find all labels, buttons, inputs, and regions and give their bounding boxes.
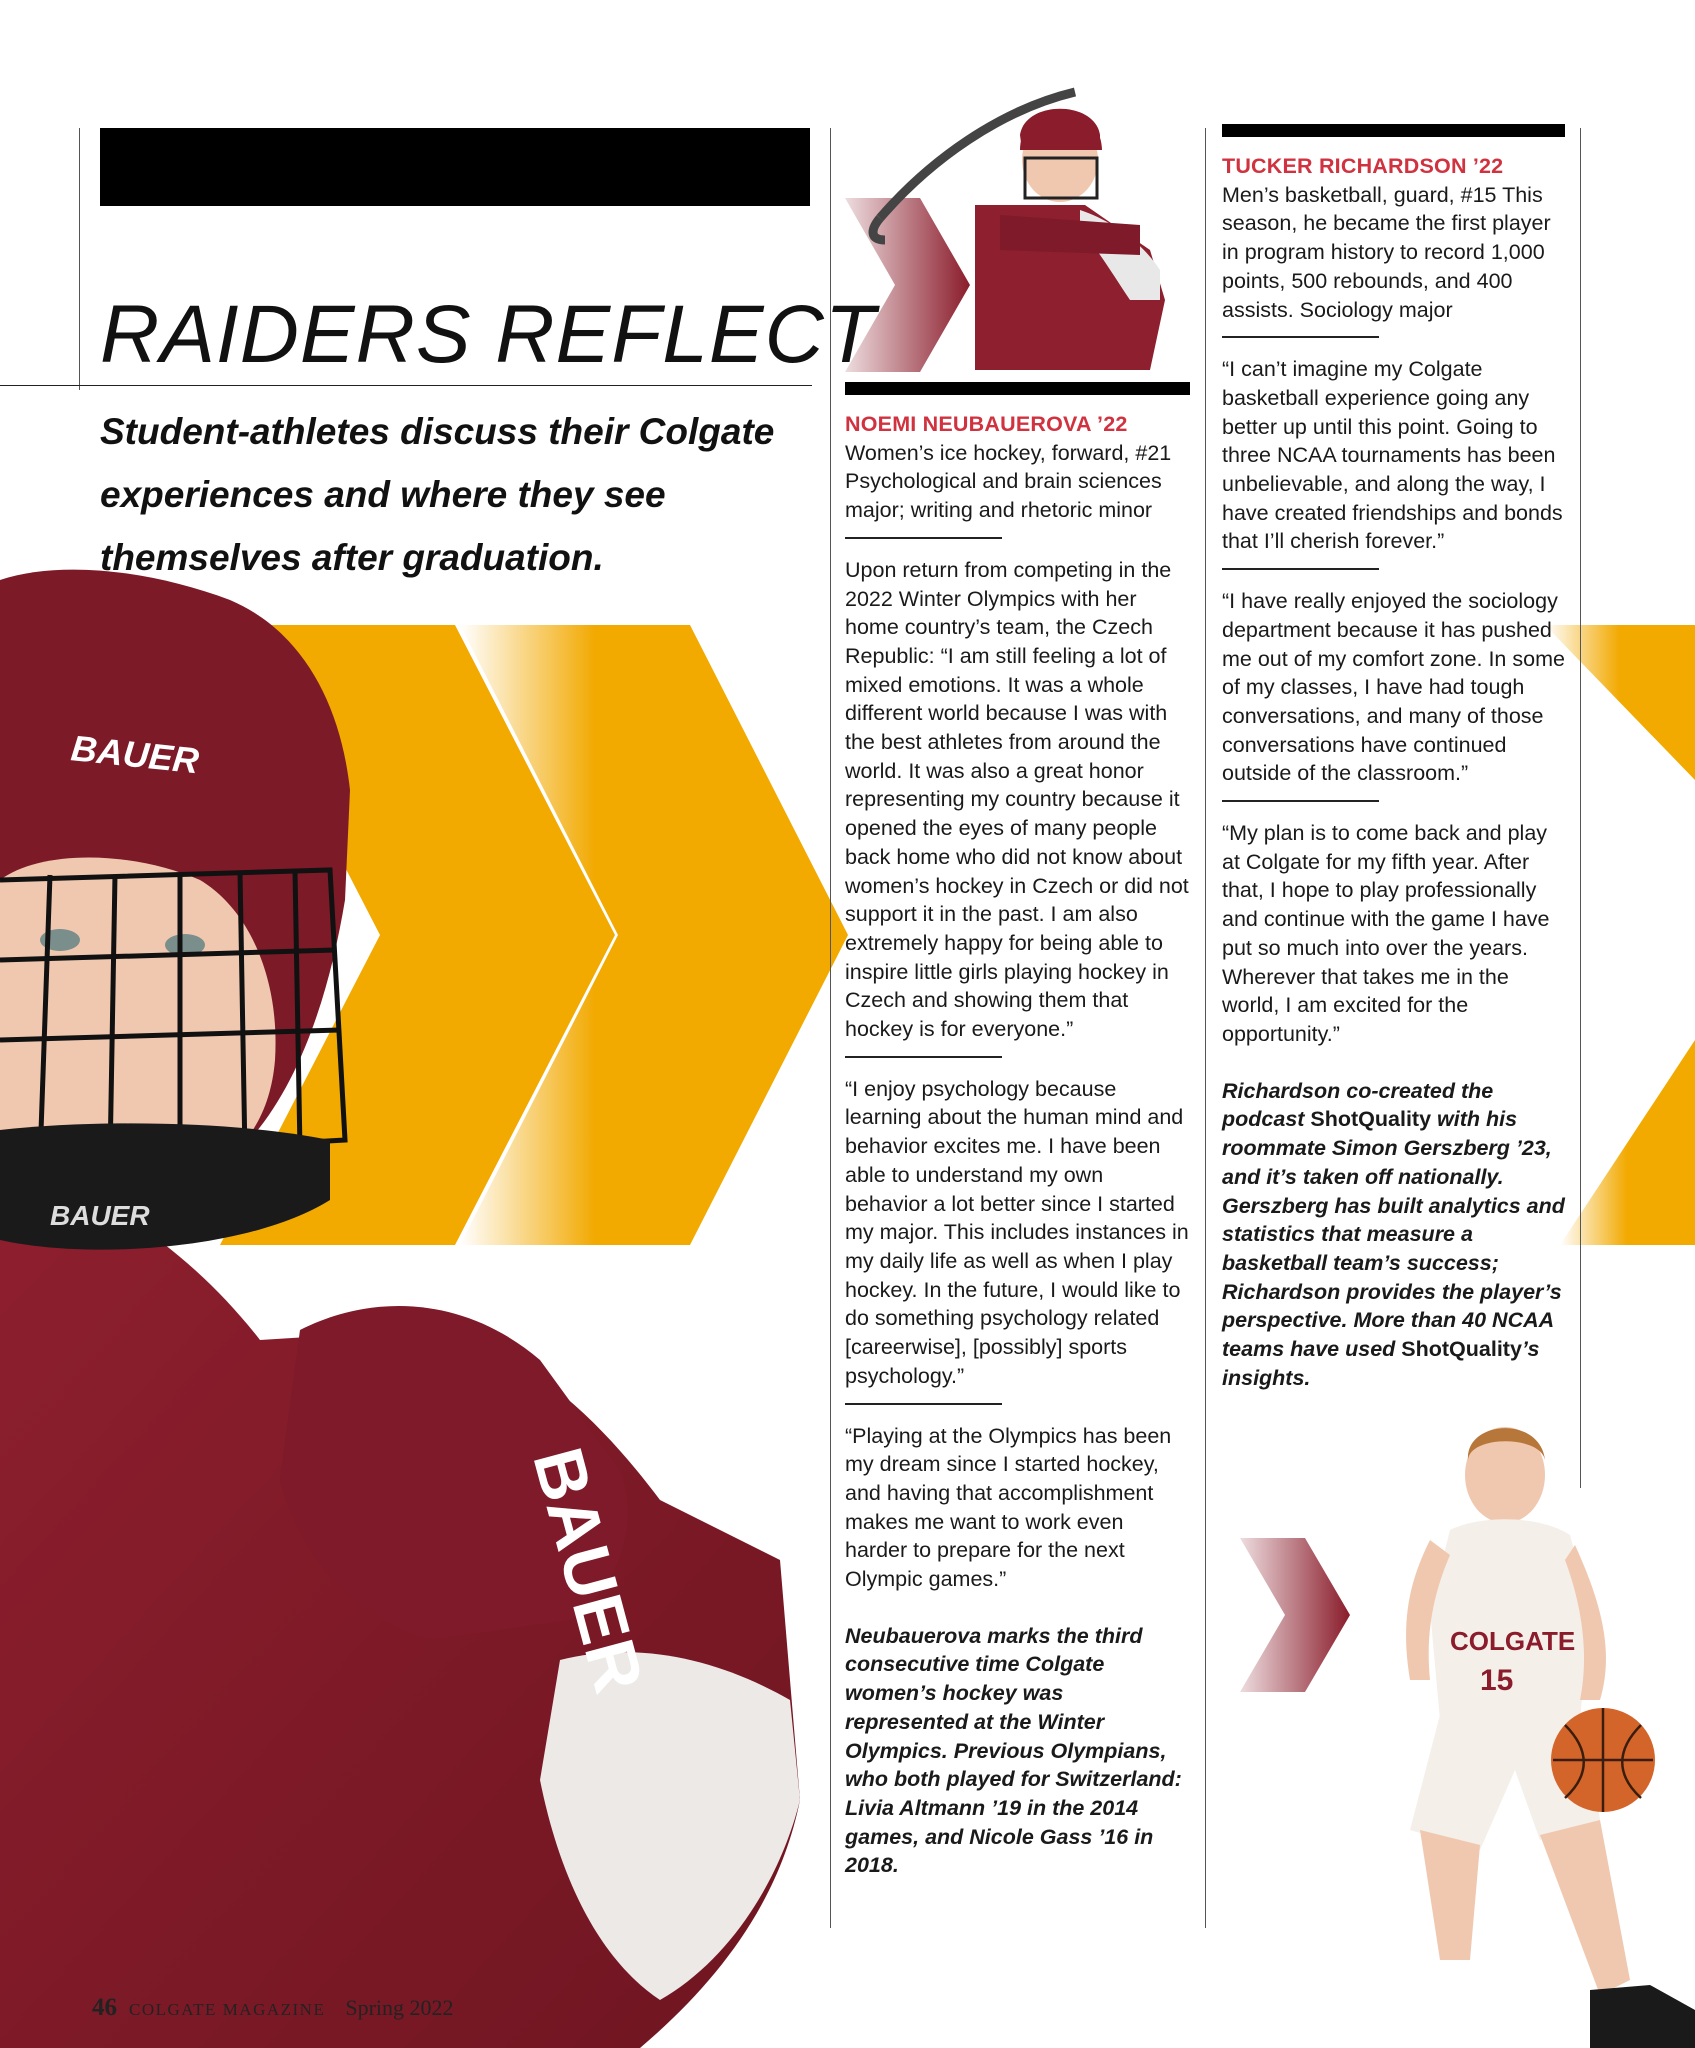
divider [845,1056,1002,1058]
richardson-black-bar [1222,124,1565,137]
header-black-bar [100,128,810,206]
richardson-note-part: Richardson co-created the podcast [1222,1078,1494,1132]
hockey-thumbnail-photo [845,92,1165,372]
divider [845,537,1002,539]
page-subtitle: Student-athletes discuss their Colgate experiences and where they see themselves after graduation. [100,411,775,578]
neubauerova-quote-olympics: Upon return from competing in the 2022 Winter Olympics with her home country’s team, the Czech Republic: “I am still feeling a lot of mixed emotions. It was a whole different world because I was with the best athletes from around the world. It was also a great honor representing my country because it opened the eyes of many people back home who did not know about women’s hockey in Czech or did not support it in the past. I am also extremely happy for being able to inspire little girls playing hockey in Czech and showing them that hockey is for everyone.” [845,557,1189,1042]
right-column-rule [1205,128,1206,1928]
middle-column-rule [830,128,831,1928]
far-right-column-rule [1580,128,1581,1488]
neubauerova-name: NOEMI NEUBAUEROVA ’22 [845,412,1128,436]
neubauerova-quote-dream: “Playing at the Olympics has been my dream since I started hockey, and having that accomplishment makes me want to work even harder to prepare for the next Olympic games.” [845,1423,1172,1592]
divider [1222,568,1379,570]
richardson-note-part: with his roommate Simon Gerszberg ’23, and it’s taken off nationally. Gerszberg has built analytics and statistics that measure a basketball team’s success; Richardson provides the player’s perspective. More than 40 NCAA teams have used [1222,1107,1565,1362]
issue-season: Spring 2022 [345,1995,454,2020]
richardson-quote-experience: “I can’t imagine my Colgate basketball experience going any better up until this point. Going to three NCAA tournaments has been unbelievable, and along the way, I have created friendships and bonds that I’ll cherish forever.” [1222,357,1563,554]
neubauerova-note: Neubauerova marks the third consecutive time Colgate women’s hockey was represented at the Winter Olympics. Previous Olympians, who both played for Switzerland: Livia Altmann ’19 in the 2014 games, and Nicole Gass ’16 in 2018. [845,1623,1182,1878]
page-footer [92,1994,454,2022]
svg-text:BAUER: BAUER [69,727,201,782]
svg-text:15: 15 [1480,1664,1514,1697]
divider [845,1403,1002,1405]
richardson-quote-plan: “My plan is to come back and play at Colgate for my fifth year. After that, I hope to play professionally and continue with the game I have put so much into over the years. Wherever that takes me in the world, I am excited for the opportunity.” [1222,821,1550,1046]
neubauerova-details: Women’s ice hockey, forward, #21 Psychological and brain sciences major; writing and rhetoric minor [845,440,1172,523]
richardson-details: Men’s basketball, guard, #15 This season, he became the first player in program history to record 1,000 points, 500 rebounds, and 400 assists. Sociology major [1222,182,1551,322]
richardson-name: TUCKER RICHARDSON ’22 [1222,154,1504,178]
title-underline [0,385,812,386]
richardson-column [1222,152,1567,1392]
magazine-name: COLGATE MAGAZINE [129,2000,326,2019]
neubauerova-column [845,410,1190,1880]
svg-text:BAUER: BAUER [518,1439,659,1701]
podcast-title: ShotQuality [1310,1107,1432,1132]
page-number: 46 [92,1994,117,2021]
left-column-rule [79,128,80,390]
divider [1222,336,1379,338]
podcast-title: ShotQuality [1401,1337,1522,1362]
basketball-player-photo [1240,1427,1695,2048]
richardson-note [1222,1077,1567,1393]
neubauerova-quote-psychology: “I enjoy psychology because learning about the human mind and behavior excites me. I have been able to understand my own behavior a lot better since I started my major. This includes instances in my daily life as well as when I play hockey. In the future, I would like to do something psychology related [careerwise], [possibly] sports psychology.” [845,1076,1189,1388]
richardson-quote-sociology: “I have really enjoyed the sociology department because it has pushed me out of my comfort zone. In some of my classes, I have had tough conversations, and many of those conversations have continued outside of the classroom.” [1222,589,1565,786]
neubauerova-black-bar [845,382,1190,395]
page-title: RAIDERS REFLECT [100,289,876,380]
svg-text:COLGATE: COLGATE [1450,1626,1576,1656]
richardson-note-part: ’s insights. [1222,1337,1540,1390]
divider [1222,800,1379,802]
svg-text:BAUER: BAUER [50,1200,150,1231]
